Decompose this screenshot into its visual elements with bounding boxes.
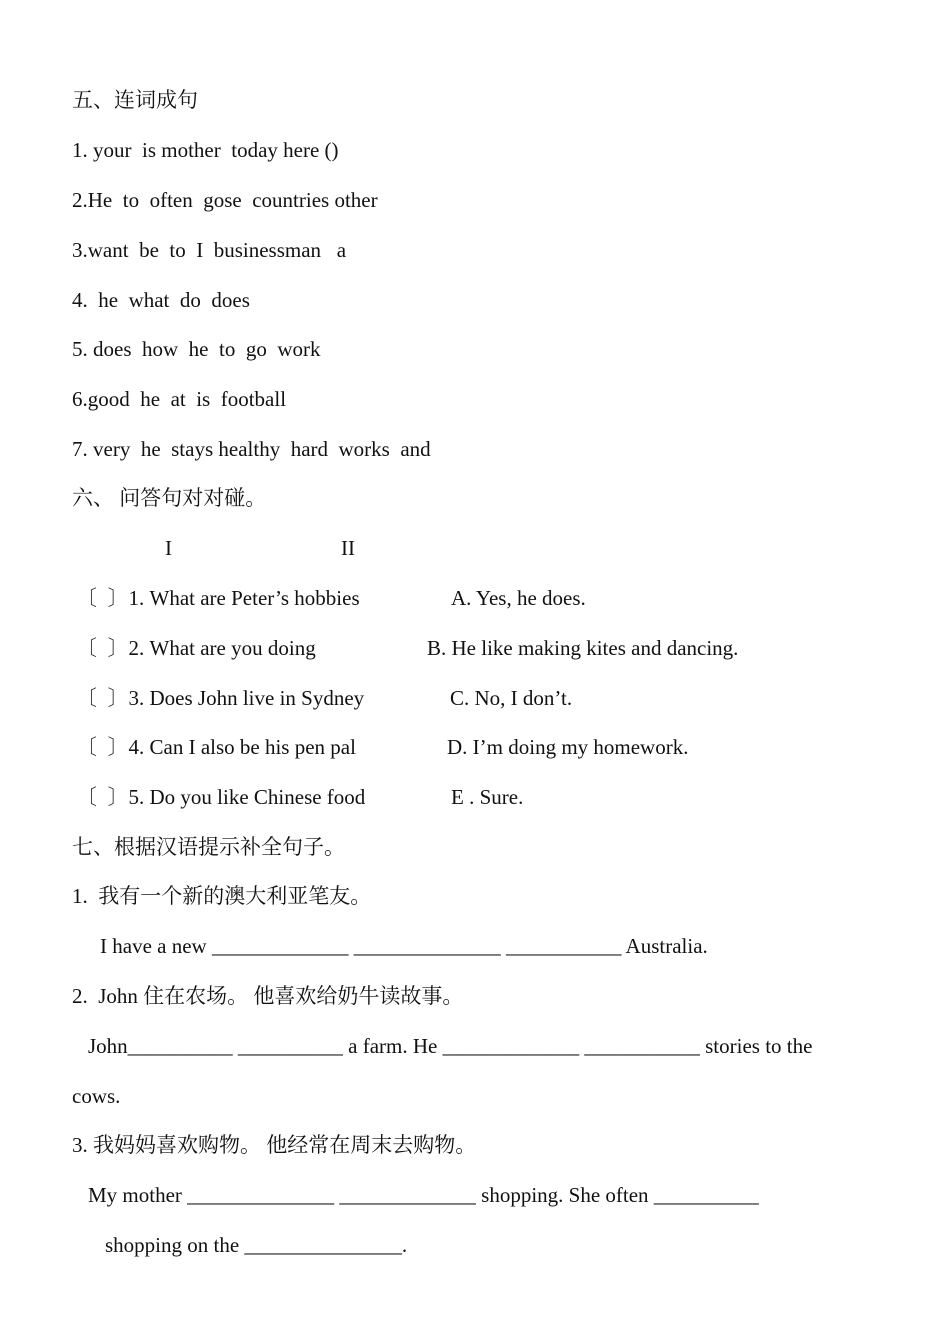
match-question-1: 〔 〕1. What are Peter’s hobbies (76, 586, 360, 610)
match-answer-e: E . Sure. (451, 785, 524, 809)
column-ii-header: II (341, 536, 355, 560)
section-7-q1-english: I have a new _____________ ______________ ___________ Australia. (100, 934, 708, 958)
section-5-item-1: 1. your is mother today here () (72, 138, 339, 162)
section-7-q1-chinese: 1. 我有一个新的澳大利亚笔友。 (72, 884, 372, 908)
section-5-item-5: 5. does how he to go work (72, 337, 321, 361)
match-answer-c: C. No, I don’t. (450, 686, 573, 710)
match-question-3: 〔 〕3. Does John live in Sydney (76, 686, 365, 710)
match-question-5: 〔 〕5. Do you like Chinese food (76, 785, 366, 809)
match-answer-d: D. I’m doing my homework. (447, 735, 689, 759)
section-7-q3-english-cont: shopping on the _______________. (105, 1233, 408, 1257)
column-i-header: I (165, 536, 172, 560)
match-question-2: 〔 〕2. What are you doing (76, 636, 316, 660)
match-answer-b: B. He like making kites and dancing. (427, 636, 739, 660)
section-5-item-3: 3.want be to I businessman a (72, 238, 347, 262)
section-6-title: 六、 问答句对对碰。 (72, 486, 267, 510)
section-7-q3-chinese: 3. 我妈妈喜欢购物。 他经常在周末去购物。 (72, 1133, 477, 1157)
section-7-q2-english: John__________ __________ a farm. He _____________ ___________ stories to the (88, 1034, 813, 1058)
section-5-item-4: 4. he what do does (72, 288, 250, 312)
section-7-title: 七、根据汉语提示补全句子。 (72, 835, 345, 859)
section-5-item-6: 6.good he at is football (72, 387, 287, 411)
section-7-q2-english-cont: cows. (72, 1084, 121, 1108)
match-answer-a: A. Yes, he does. (451, 586, 586, 610)
section-5-item-2: 2.He to often gose countries other (72, 188, 378, 212)
section-7-q2-chinese: 2. John 住在农场。 他喜欢给奶牛读故事。 (72, 984, 464, 1008)
section-5-title: 五、连词成句 (72, 88, 198, 112)
section-5-item-7: 7. very he stays healthy hard works and (72, 437, 431, 461)
section-7-q3-english: My mother ______________ _____________ shopping. She often __________ (88, 1183, 759, 1207)
match-question-4: 〔 〕4. Can I also be his pen pal (76, 735, 356, 759)
